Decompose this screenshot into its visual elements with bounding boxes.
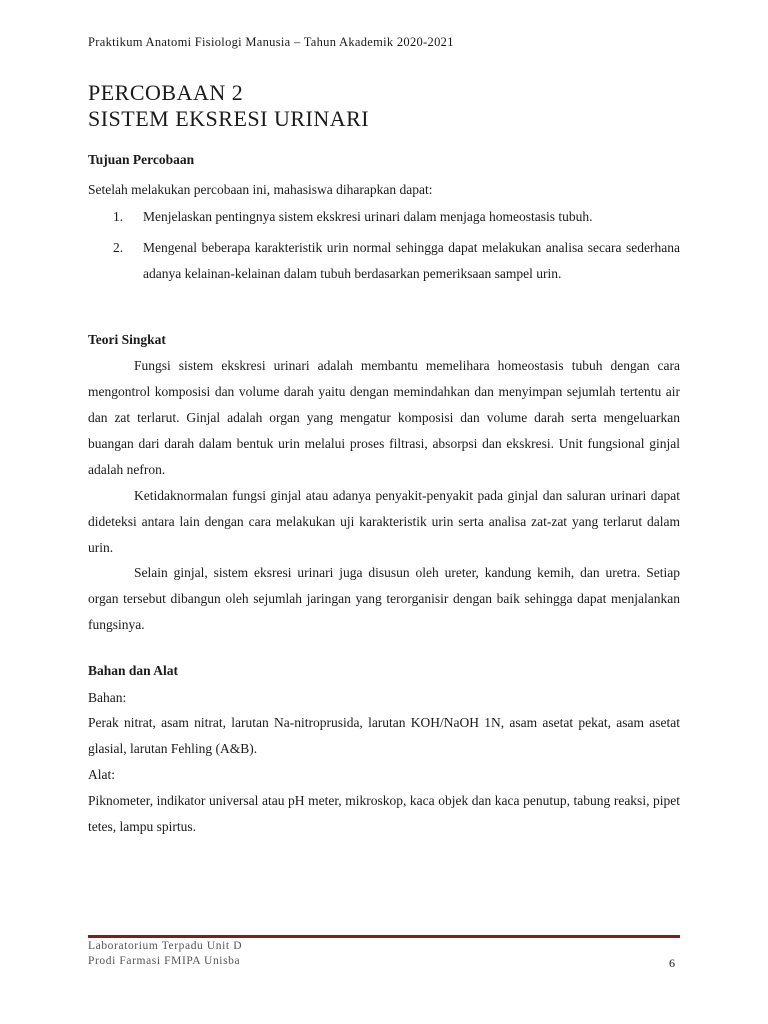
teori-paragraph-2: Ketidaknormalan fungsi ginjal atau adanya penyakit-penyakit pada ginjal dan saluran urinari dapat dideteksi antara lain dengan cara melakukan uji karakteristik urin serta analisa zat-zat yang terlarut dalam urin. <box>88 488 680 555</box>
list-item-number: 1. <box>113 209 124 224</box>
list-item <box>88 235 680 287</box>
section-heading-tujuan: Tujuan Percobaan <box>88 152 195 167</box>
list-item-number: 2. <box>113 240 124 255</box>
section-heading-teori: Teori Singkat <box>88 332 166 347</box>
tujuan-intro: Setelah melakukan percobaan ini, mahasiswa diharapkan dapat: <box>88 182 433 197</box>
running-header: Praktikum Anatomi Fisiologi Manusia – Tahun Akademik 2020-2021 <box>88 35 454 49</box>
footer-rule <box>88 935 680 938</box>
footer-department: Prodi Farmasi FMIPA Unisba <box>88 955 241 967</box>
page-title <box>88 80 369 132</box>
page-number: 6 <box>669 956 675 970</box>
list-item-text: Menjelaskan pentingnya sistem ekskresi urinari dalam menjaga homeostasis tubuh. <box>143 209 593 224</box>
list-item <box>88 204 680 230</box>
title-line-1: PERCOBAAN 2 <box>88 80 244 105</box>
teori-paragraph-3: Selain ginjal, sistem eksresi urinari juga disusun oleh ureter, kandung kemih, dan uretra. Setiap organ tersebut dibangun oleh sejumlah jaringan yang terorganisir dengan baik sehingga dapat menjalankan fungsinya. <box>88 565 680 632</box>
title-line-2: SISTEM EKSRESI URINARI <box>88 106 370 131</box>
alat-label: Alat: <box>88 767 115 782</box>
footer-lab-name: Laboratorium Terpadu Unit D <box>88 940 243 952</box>
bahan-text: Perak nitrat, asam nitrat, larutan Na-nitroprusida, larutan KOH/NaOH 1N, asam asetat pekat, asam asetat glasial, larutan Fehling (A&B). <box>88 715 680 756</box>
bahan-label: Bahan: <box>88 690 127 705</box>
objectives-list <box>88 204 680 292</box>
teori-paragraph-1: Fungsi sistem ekskresi urinari adalah membantu memelihara homeostasis tubuh dengan cara mengontrol komposisi dan volume darah yaitu dengan memindahkan dan menyimpan sejumlah tertentu air dan zat terlarut. Ginjal adalah organ yang mengatur komposisi dan volume darah serta mengeluarkan buangan dari darah dalam bentuk urin melalui proses filtrasi, absorpsi dan ekskresi. Unit fungsional ginjal adalah nefron. <box>88 358 680 477</box>
section-heading-bahan-alat: Bahan dan Alat <box>88 663 179 678</box>
list-item-text: Mengenal beberapa karakteristik urin normal sehingga dapat melakukan analisa secara sederhana adanya kelainan-kelainan dalam tubuh berdasarkan pemeriksaan sampel urin. <box>143 240 680 281</box>
alat-text: Piknometer, indikator universal atau pH meter, mikroskop, kaca objek dan kaca penutup, tabung reaksi, pipet tetes, lampu spirtus. <box>88 793 680 834</box>
